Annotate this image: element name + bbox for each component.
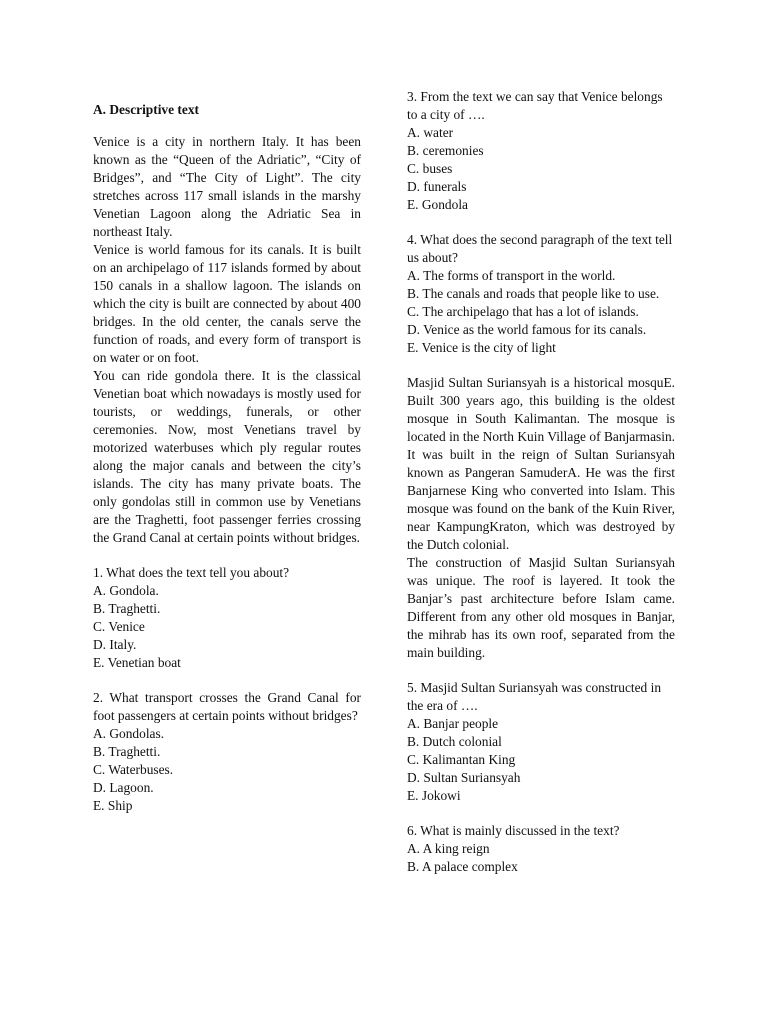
option: E. Venice is the city of light bbox=[407, 340, 556, 355]
option: D. Venice as the world famous for its canals. bbox=[407, 322, 647, 337]
question-text: 3. From the text we can say that Venice belongs to a city of …. bbox=[407, 89, 663, 122]
venice-paragraph-1: Venice is a city in northern Italy. It has been known as the “Queen of the Adriatic”, “City of Bridges”, and “The City of Light”. The city stretches across 117 small islands in the marshy Venetian Lagoon along the Adriatic Sea in northeast Italy. bbox=[93, 133, 361, 239]
option: A. water bbox=[407, 125, 454, 140]
right-column bbox=[407, 88, 675, 876]
section-heading: A. Descriptive text bbox=[93, 102, 199, 118]
option: D. Sultan Suriansyah bbox=[407, 770, 521, 785]
option: A. A king reign bbox=[407, 841, 490, 856]
option: B. Dutch colonial bbox=[407, 734, 502, 749]
option: B. The canals and roads that people like to use. bbox=[407, 286, 660, 301]
option: B. ceremonies bbox=[407, 143, 484, 158]
option: A. Gondola. bbox=[93, 582, 159, 598]
venice-paragraph-2: Venice is world famous for its canals. It is built on an archipelago of 117 islands formed by about 150 canals in a shallow lagoon. The islands on which the city is built are connected by about 400 bridges. In the old center, the canals serve the function of roads, and every form of transport is on water or on foot. bbox=[93, 241, 361, 365]
option: B. A palace complex bbox=[407, 859, 518, 874]
option: E. Ship bbox=[93, 797, 133, 813]
question-text: 4. What does the second paragraph of the text tell us about? bbox=[407, 232, 673, 265]
option: A. Banjar people bbox=[407, 716, 499, 731]
option: B. Traghetti. bbox=[93, 743, 161, 759]
option: A. The forms of transport in the world. bbox=[407, 268, 616, 283]
option: E. Gondola bbox=[407, 197, 468, 212]
left-column bbox=[93, 88, 361, 815]
option: C. The archipelago that has a lot of islands. bbox=[407, 304, 639, 319]
option: C. Waterbuses. bbox=[93, 761, 174, 777]
option: A. Gondolas. bbox=[93, 725, 165, 741]
option: E. Venetian boat bbox=[93, 654, 181, 670]
question-5 bbox=[407, 679, 675, 805]
question-1 bbox=[93, 564, 361, 672]
mosque-paragraph-2: The construction of Masjid Sultan Suriansyah was unique. The roof is layered. It took the Banjar’s past architecture before Islam came. Different from any other old mosques in Banjar, the mihrab has its own roof, separated from the main building. bbox=[407, 555, 675, 660]
question-4 bbox=[407, 231, 675, 357]
question-text: 6. What is mainly discussed in the text? bbox=[407, 823, 620, 838]
question-text: 5. Masjid Sultan Suriansyah was constructed in the era of …. bbox=[407, 680, 662, 713]
venice-paragraph-3: You can ride gondola there. It is the classical Venetian boat which nowadays is mostly used for tourists, or weddings, funerals, or other ceremonies. Now, most Venetians travel by motorized waterbuses which ply regular routes along the major canals and between the city’s islands. The city has many private boats. The only gondolas still in common use by Venetians are the Traghetti, foot passenger ferries crossing the Grand Canal at certain points without bridges. bbox=[93, 367, 361, 545]
question-2 bbox=[93, 689, 361, 815]
option: B. Traghetti. bbox=[93, 600, 161, 616]
option: C. Venice bbox=[93, 618, 145, 634]
question-3 bbox=[407, 88, 675, 214]
option: E. Jokowi bbox=[407, 788, 461, 803]
question-6 bbox=[407, 822, 675, 876]
option: D. Lagoon. bbox=[93, 779, 154, 795]
option: C. Kalimantan King bbox=[407, 752, 516, 767]
option: D. Italy. bbox=[93, 636, 137, 652]
question-text: 1. What does the text tell you about? bbox=[93, 564, 290, 580]
option: C. buses bbox=[407, 161, 453, 176]
question-text: 2. What transport crosses the Grand Canal for foot passengers at certain points without bridges? bbox=[93, 689, 361, 723]
mosque-paragraph-1: Masjid Sultan Suriansyah is a historical mosquE. Built 300 years ago, this building is the oldest mosque in South Kalimantan. The mosque is located in the North Kuin Village of Banjarmasin. It was built in the reign of Sultan Suriansyah known as Pangeran SamuderA. He was the first Banjarnese King who converted into Islam. This mosque was found on the bank of the Kuin River, near KampungKraton, which was destroyed by the Dutch colonial. bbox=[407, 375, 675, 552]
option: D. funerals bbox=[407, 179, 467, 194]
